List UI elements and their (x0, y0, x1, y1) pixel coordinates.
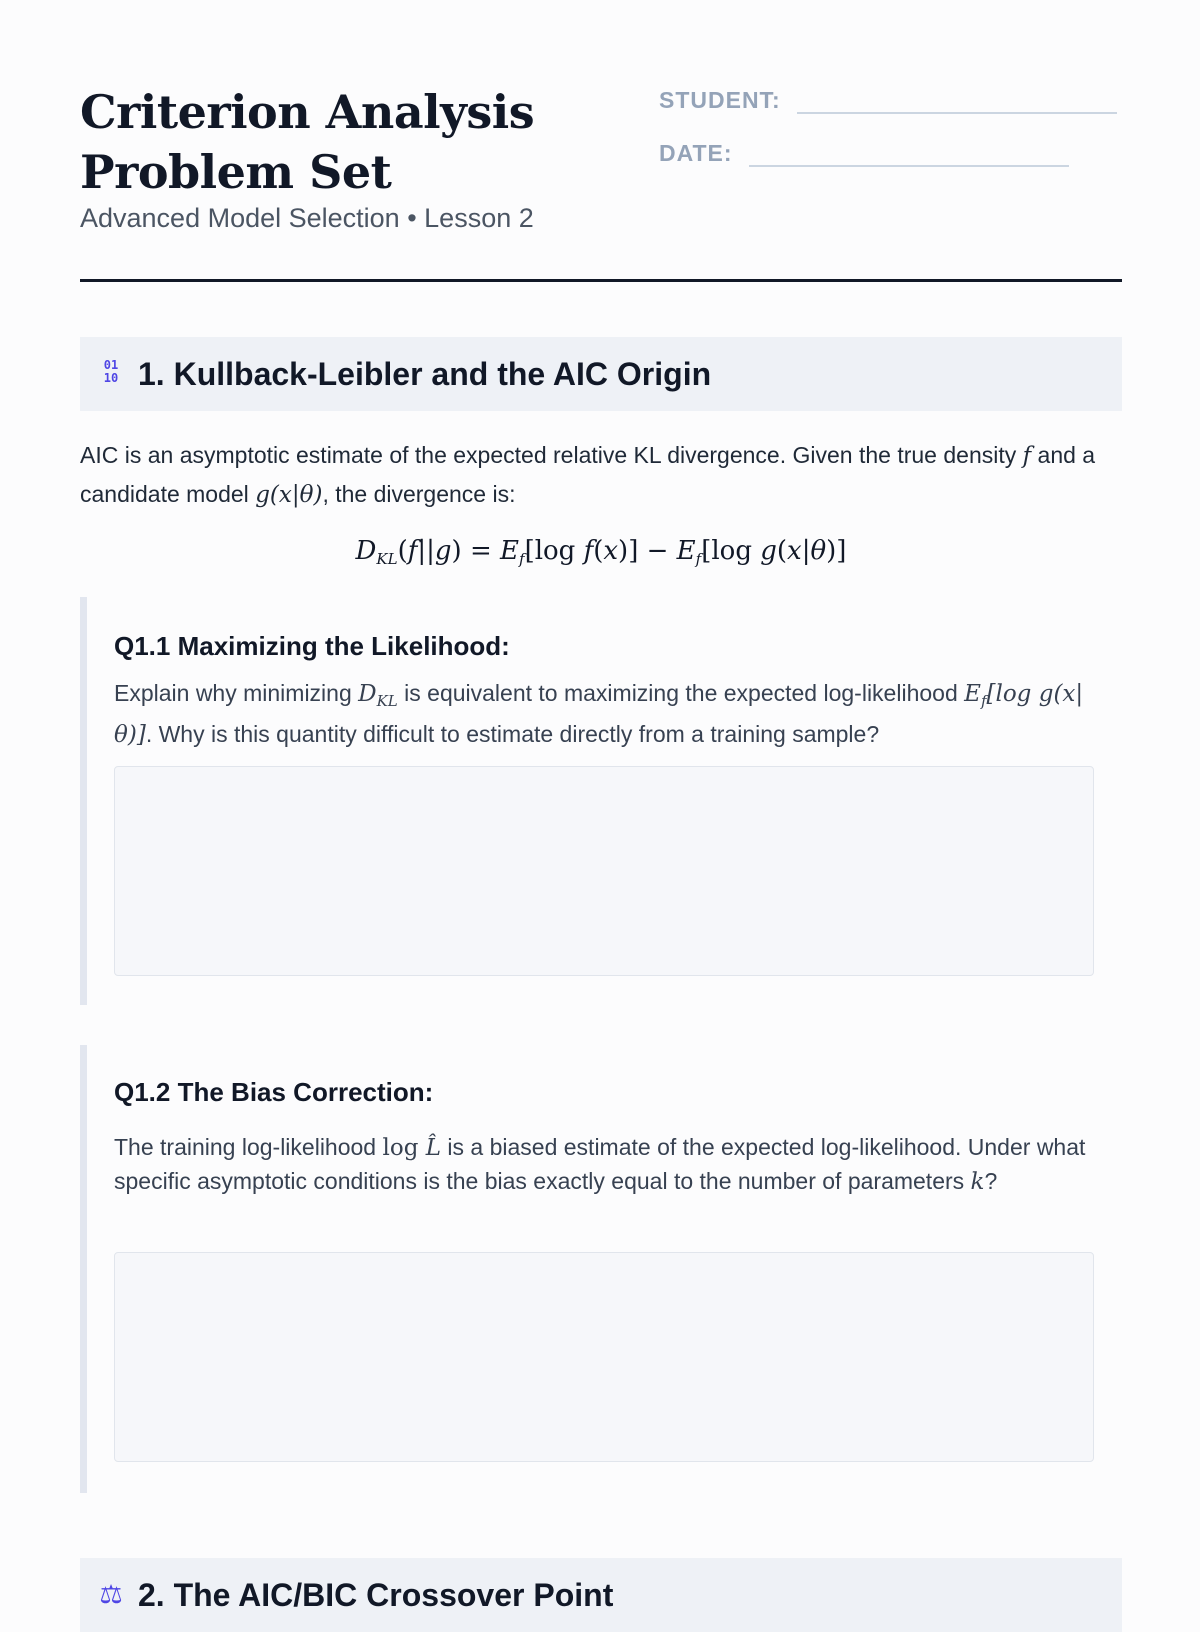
kl-equation: $D_{KL}(f||g) = E_f[\log$ $f(x)] - E_f[\log$ g(x|θ)] (355, 536, 847, 568)
student-field[interactable] (659, 86, 1117, 114)
question-1-2-title: Q1.2 The Bias Correction: (114, 1077, 434, 1107)
answer-box-q1-2[interactable] (114, 1252, 1094, 1462)
question-1-2-text (114, 1131, 1094, 1199)
q12-text-3: ? (984, 1168, 998, 1194)
scale-icon: ⚖ (99, 1580, 123, 1610)
q12-math-k: k (970, 1169, 985, 1195)
answer-box-q1-1[interactable] (114, 766, 1094, 976)
header-divider (80, 279, 1122, 282)
q11-math-dkl: $D_{KL}$ (358, 681, 398, 710)
q11-text-3: . Why is this quantity difficult to estimate directly from a training sample? (145, 721, 880, 747)
intro-text-1: AIC is an asymptotic estimate of the expected relative KL divergence. Given the true density (80, 442, 1023, 468)
student-label: STUDENT: (659, 87, 781, 113)
intro-text-3: , the divergence is: (322, 481, 516, 507)
q11-math-expectation: $E_f[\log$ g(x|θ)] (114, 681, 1084, 748)
date-field[interactable] (659, 139, 1069, 167)
student-input-line[interactable] (797, 86, 1117, 114)
q11-text-1: Explain why minimizing (114, 680, 359, 706)
binary-icon: 01 10 (103, 358, 119, 385)
intro-var-g: g(x|θ) (255, 482, 323, 508)
intro-text-2: and a candidate model (80, 442, 1096, 507)
question-1-1-title: Q1.1 Maximizing the Likelihood: (114, 631, 510, 661)
q11-text-2: is equivalent to maximizing the expected log-likelihood (397, 680, 965, 706)
question-1-2 (80, 1045, 1129, 1493)
section-2-title: 2. The AIC/BIC Crossover Point (138, 1576, 614, 1613)
q12-text-1: The training log-likelihood (114, 1134, 383, 1160)
q12-text-2: is a biased estimate of the expected log-likelihood. Under what specific asymptotic conditions is the bias exactly equal to the number of parameters (114, 1134, 1086, 1194)
page-title: Criterion Analysis Problem Set (80, 85, 535, 199)
date-label: DATE: (659, 140, 733, 166)
section-2-header (80, 1558, 1122, 1632)
page-subtitle: Advanced Model Selection • Lesson 2 (80, 203, 534, 233)
intro-var-f: f (1022, 443, 1032, 469)
question-1-1-text (114, 677, 1094, 752)
section-1-intro (80, 436, 1122, 514)
q12-math-logL: log L̂ (382, 1135, 442, 1161)
question-1-1 (80, 597, 1129, 1005)
date-input-line[interactable] (749, 139, 1069, 167)
section-1-header (80, 337, 1122, 411)
section-1-title: 1. Kullback-Leibler and the AIC Origin (138, 355, 712, 392)
